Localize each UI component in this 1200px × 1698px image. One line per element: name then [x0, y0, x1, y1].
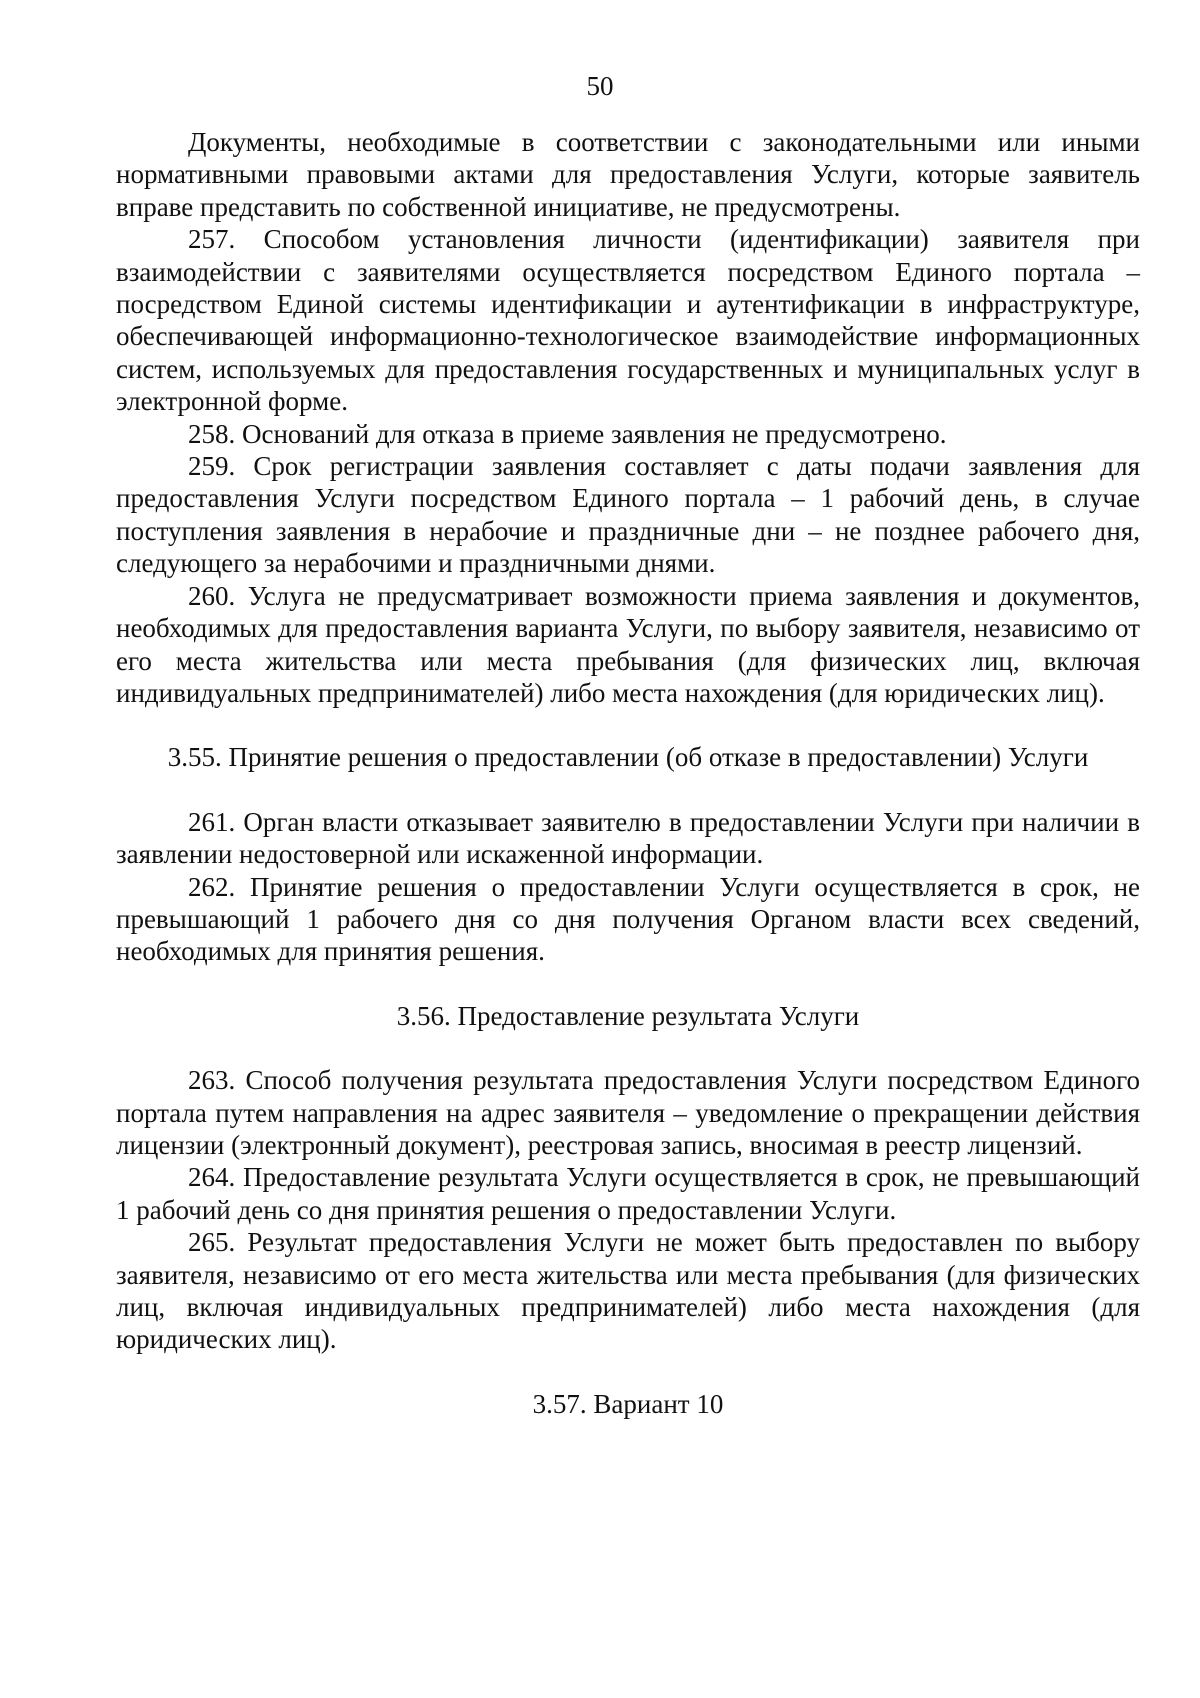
paragraph-257: 257. Способом установления личности (идентификации) заявителя при взаимодействии с заявителями осуществляется посредством Единого портала – посредством Единой системы идентификации и аутентификации в инфраструктуре, обеспечивающей информационно-технологическое взаимодействие информационных систем, используемых для предоставления государственных и муниципальных услуг в электронной форме. — [116, 224, 1140, 417]
paragraph-260: 260. Услуга не предусматривает возможности приема заявления и документов, необходимых для предоставления варианта Услуги, по выбору заявителя, независимо от его места жительства или места пребывания (для физических лиц, включая индивидуальных предпринимателей) либо места нахождения (для юридических лиц). — [116, 580, 1140, 708]
paragraph-262: 262. Принятие решения о предоставлении Услуги осуществляется в срок, не превышающий 1 рабочего дня со дня получения Органом власти всех сведений, необходимых для принятия решения. — [116, 871, 1140, 967]
paragraph-259: 259. Срок регистрации заявления составляет с даты подачи заявления для предоставления Услуги посредством Единого портала – 1 рабочий день, в случае поступления заявления в нерабочие и праздничные дни – не позднее рабочего дня, следующего за нерабочими и праздничными днями. — [116, 451, 1140, 579]
document-body — [116, 126, 1140, 1420]
paragraph-264: 264. Предоставление результата Услуги осуществляется в срок, не превышающий 1 рабочий день со дня принятия решения о предоставлении Услуги. — [116, 1162, 1140, 1225]
page-number: 50 — [586, 71, 614, 101]
paragraph-261: 261. Орган власти отказывает заявителю в предоставлении Услуги при наличии в заявлении недостоверной или искаженной информации. — [116, 806, 1140, 870]
section-heading-3-55: 3.55. Принятие решения о предоставлении (об отказе в предоставлении) Услуги — [167, 742, 1089, 773]
section-heading-3-56: 3.56. Предоставление результата Услуги — [396, 1000, 860, 1031]
paragraph-265: 265. Результат предоставления Услуги не может быть предоставлен по выбору заявителя, независимо от его места жительства или места пребывания (для физических лиц, включая индивидуальных предпринимателей) либо места нахождения (для юридических лиц). — [116, 1227, 1140, 1355]
paragraph-documents-not-required: Документы, необходимые в соответствии с законодательными или иными нормативными правовыми актами для предоставления Услуги, которые заявитель вправе представить по собственной инициативе, не предусмотрены. — [116, 127, 1140, 222]
paragraph-258: 258. Оснований для отказа в приеме заявления не предусмотрено. — [188, 418, 947, 449]
section-heading-3-57: 3.57. Вариант 10 — [532, 1388, 724, 1419]
paragraph-263: 263. Способ получения результата предоставления Услуги посредством Единого портала путем направления на адрес заявителя – уведомление о прекращении действия лицензии (электронный документ), реестровая запись, вносимая в реестр лицензий. — [116, 1065, 1140, 1160]
